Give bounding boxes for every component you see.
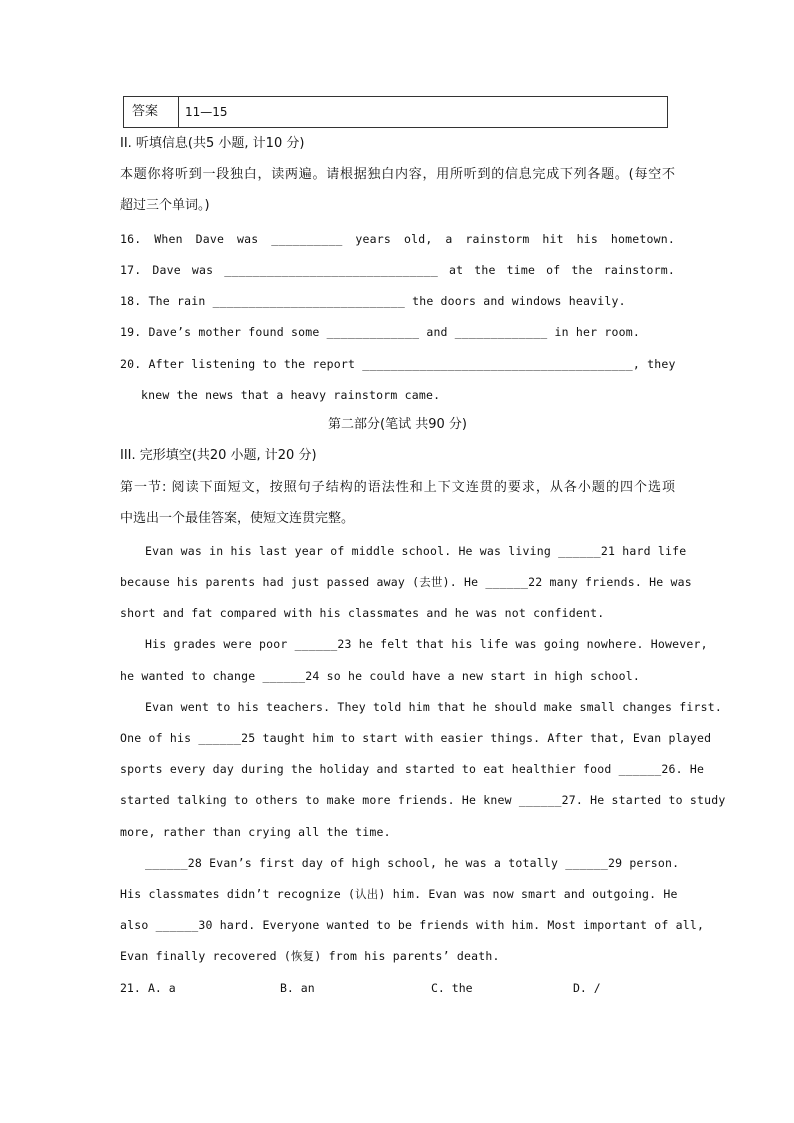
question-18: 18. The rain ___________________________ the doors and windows heavily. xyxy=(120,294,626,308)
passage-line: sports every day during the holiday and started to eat healthier food ______26. He xyxy=(120,762,705,776)
passage-line: he wanted to change ______24 so he could have a new start in high school. xyxy=(120,669,641,683)
passage-line: ______28 Evan’s first day of high school, he was a totally ______29 person. xyxy=(145,856,680,870)
passage-line: His grades were poor ______23 he felt that his life was going nowhere. However, xyxy=(145,637,708,651)
question-20-continued: knew the news that a heavy rainstorm came. xyxy=(141,388,441,402)
passage-line: because his parents had just passed away (去世). He ______22 many friends. He was xyxy=(120,575,692,589)
passage-line: short and fat compared with his classmates and he was not confident. xyxy=(120,606,605,620)
section3-instruction-line2: 中选出一个最佳答案，使短文连贯完整。 xyxy=(120,511,355,526)
section3-heading: III. 完形填空(共20 小题, 计20 分) xyxy=(120,448,317,463)
answer-table xyxy=(123,96,668,128)
passage-line: One of his ______25 taught him to start with easier things. After that, Evan played xyxy=(120,731,712,745)
section2-instruction-line1: 本题你将听到一段独白，读两遍。请根据独白内容，用所听到的信息完成下列各题。(每空不 xyxy=(120,167,675,182)
question-19: 19. Dave’s mother found some _____________ and _____________ in her room. xyxy=(120,325,641,339)
question-17: 17. Dave was ______________________________ at the time of the rainstorm. xyxy=(120,263,675,277)
section2-instruction-line2: 超过三个单词。) xyxy=(120,198,210,213)
question-21-number: 21. xyxy=(120,981,141,995)
option-a: A. a xyxy=(148,981,176,995)
passage-line: more, rather than crying all the time. xyxy=(120,825,391,839)
passage-line: Evan went to his teachers. They told him that he should make small changes first. xyxy=(145,700,723,714)
passage-line: Evan finally recovered (恢复) from his parents’ death. xyxy=(120,949,500,963)
section3-instruction-line1: 第一节: 阅读下面短文，按照句子结构的语法性和上下文连贯的要求，从各小题的四个选项 xyxy=(120,480,675,495)
question-20: 20. After listening to the report ______________________________________, they xyxy=(120,357,676,371)
option-c: C. the xyxy=(431,981,473,995)
passage-line: His classmates didn’t recognize (认出) him. Evan was now smart and outgoing. He xyxy=(120,887,678,901)
part2-title: 第二部分(笔试 共90 分) xyxy=(328,417,467,432)
option-b: B. an xyxy=(280,981,315,995)
passage-line: started talking to others to make more friends. He knew ______27. He started to study xyxy=(120,793,726,807)
passage-line: also ______30 hard. Everyone wanted to be friends with him. Most important of all, xyxy=(120,918,705,932)
question-16: 16. When Dave was __________ years old, a rainstorm hit his hometown. xyxy=(120,232,675,246)
passage-line: Evan was in his last year of middle school. He was living ______21 hard life xyxy=(145,544,687,558)
answer-value: 11—15 xyxy=(185,105,228,119)
section2-heading: II. 听填信息(共5 小题, 计10 分) xyxy=(120,136,305,151)
option-d: D. / xyxy=(573,981,601,995)
answer-label: 答案 xyxy=(124,97,179,127)
